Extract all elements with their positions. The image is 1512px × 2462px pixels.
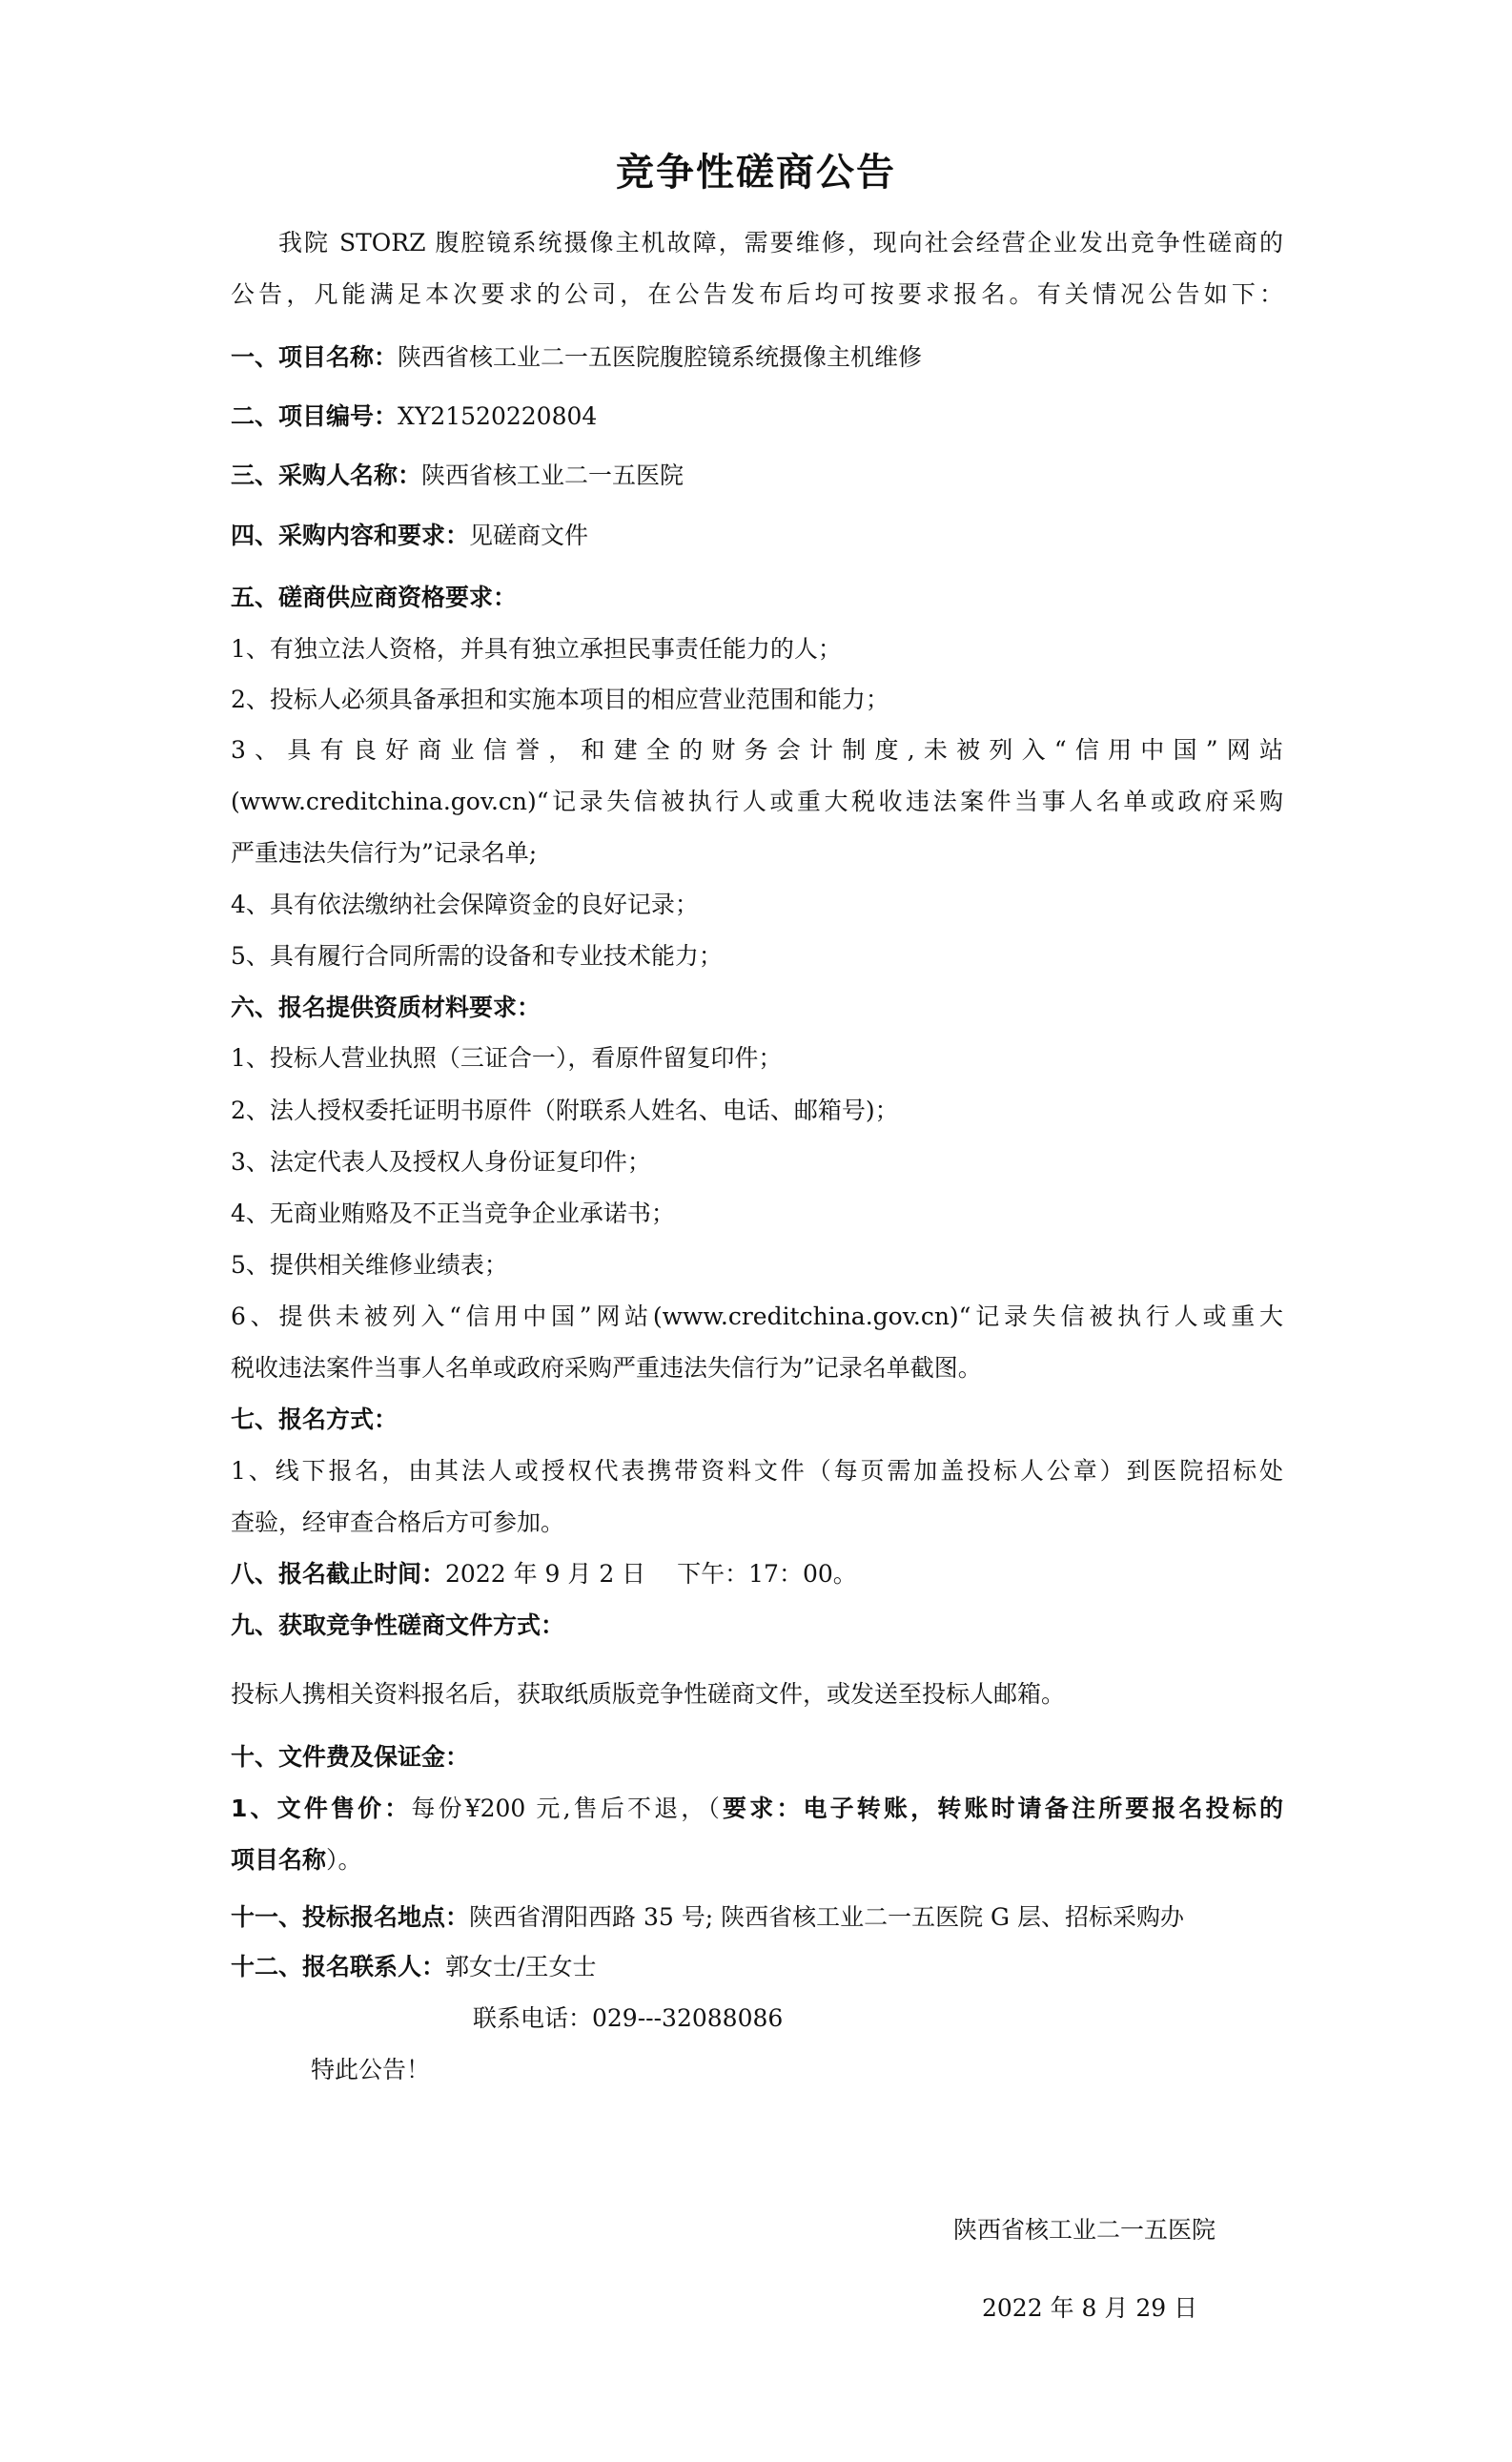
item-5-line-2: 2、投标人必须具备承担和实施本项目的相应营业范围和能力； [231,686,889,713]
item-6-line-3: 3、法定代表人及授权人身份证复印件； [231,1148,651,1176]
item-10-line-2 [231,1844,1283,1877]
item-7-line-2: 查验，经审查合格后方可参加。 [231,1508,565,1536]
page-title: 竞争性磋商公告 [616,151,896,195]
item-7-label: 七、报名方式： [231,1405,398,1433]
item-8-label: 八、报名截止时间： [231,1560,446,1588]
signature-date: 2022 年 8 月 29 日 [982,2294,1198,2322]
intro-line-1: 我院 STORZ 腹腔镜系统摄像主机故障，需要维修，现向社会经营企业发出竞争性磋商的 [278,229,1283,256]
item-4-label: 四、采购内容和要求： [231,522,470,549]
item-5-label: 五、磋商供应商资格要求： [231,584,518,611]
item-10-price-label: 1、文件售价： [231,1795,412,1822]
item-2-label: 二、项目编号： [231,402,398,430]
item-6-line-2: 2、法人授权委托证明书原件（附联系人姓名、电话、邮箱号)； [231,1097,899,1124]
intro-line-2: 公告，凡能满足本次要求的公司，在公告发布后均可按要求报名。有关情况公告如下： [231,280,1283,308]
item-5-line-1: 1、有独立法人资格，并具有独立承担民事责任能力的人； [231,635,842,663]
item-11-label: 十一、投标报名地点： [231,1903,470,1931]
item-12-label: 十二、报名联系人： [231,1953,446,1980]
item-9-label: 九、获取竞争性磋商文件方式： [231,1611,565,1639]
item-10-line-2-tail: ）。 [326,1846,362,1874]
item-12 [231,1951,1283,1983]
item-5-line-7: 5、具有履行合同所需的设备和专业技术能力； [231,942,723,970]
item-5-line-3: 3、具有良好商业信誉，和建全的财务会计制度,未被列入“信用中国”网站 [231,736,1283,764]
item-2 [231,400,1283,433]
signature-org: 陕西省核工业二一五医院 [953,2216,1216,2244]
item-1 [231,341,1283,374]
item-2-value: XY21520220804 [398,402,598,430]
item-3-value: 陕西省核工业二一五医院 [421,462,684,489]
item-10-requirement: 要求：电子转账，转账时请备注所要报名投标的 [723,1795,1283,1822]
item-6-line-5: 5、提供相关维修业绩表； [231,1251,508,1279]
item-5-line-5: 严重违法失信行为”记录名单; [231,839,538,867]
item-8 [231,1558,1283,1590]
item-10-price-value: 每份¥200 元,售后不退，（ [411,1795,724,1822]
item-3-label: 三、采购人名称： [231,462,422,489]
contact-phone: 联系电话：029---32088086 [473,2004,784,2032]
item-7-line-1: 1、线下报名，由其法人或授权代表携带资料文件（每页需加盖投标人公章）到医院招标处 [231,1457,1283,1485]
item-9-text: 投标人携相关资料报名后，获取纸质版竞争性磋商文件，或发送至投标人邮箱。 [231,1680,1066,1708]
item-12-value: 郭女士/王女士 [445,1953,597,1980]
item-5-line-6: 4、具有依法缴纳社会保障资金的良好记录； [231,891,699,918]
closing-text: 特此公告！ [311,2056,431,2083]
item-1-value: 陕西省核工业二一五医院腹腔镜系统摄像主机维修 [398,343,923,371]
item-4-value: 见磋商文件 [469,522,589,549]
item-11 [231,1901,1283,1934]
item-6-line-1: 1、投标人营业执照（三证合一），看原件留复印件； [231,1044,783,1072]
item-11-value: 陕西省渭阳西路 35 号; 陕西省核工业二一五医院 G 层、招标采购办 [469,1903,1184,1931]
item-6-line-7: 税收违法案件当事人名单或政府采购严重违法失信行为”记录名单截图。 [231,1354,982,1382]
item-6-line-4: 4、无商业贿赂及不正当竞争企业承诺书； [231,1200,675,1227]
item-6-label: 六、报名提供资质材料要求： [231,994,541,1021]
item-6-line-6: 6、提供未被列入“信用中国”网站(www.creditchina.gov.cn)“记录失信被执行人或重大 [231,1303,1283,1330]
item-5-line-4: (www.creditchina.gov.cn)“记录失信被执行人或重大税收违法案件当事人名单或政府采购 [231,788,1283,815]
item-10-line-1 [231,1793,1283,1825]
item-10-label: 十、文件费及保证金： [231,1743,470,1771]
item-3 [231,460,1283,492]
item-1-label: 一、项目名称： [231,343,398,371]
item-8-value: 2022 年 9 月 2 日 下午：17：00。 [445,1560,857,1588]
item-4 [231,520,1283,552]
item-10-project-name: 项目名称 [231,1846,327,1874]
